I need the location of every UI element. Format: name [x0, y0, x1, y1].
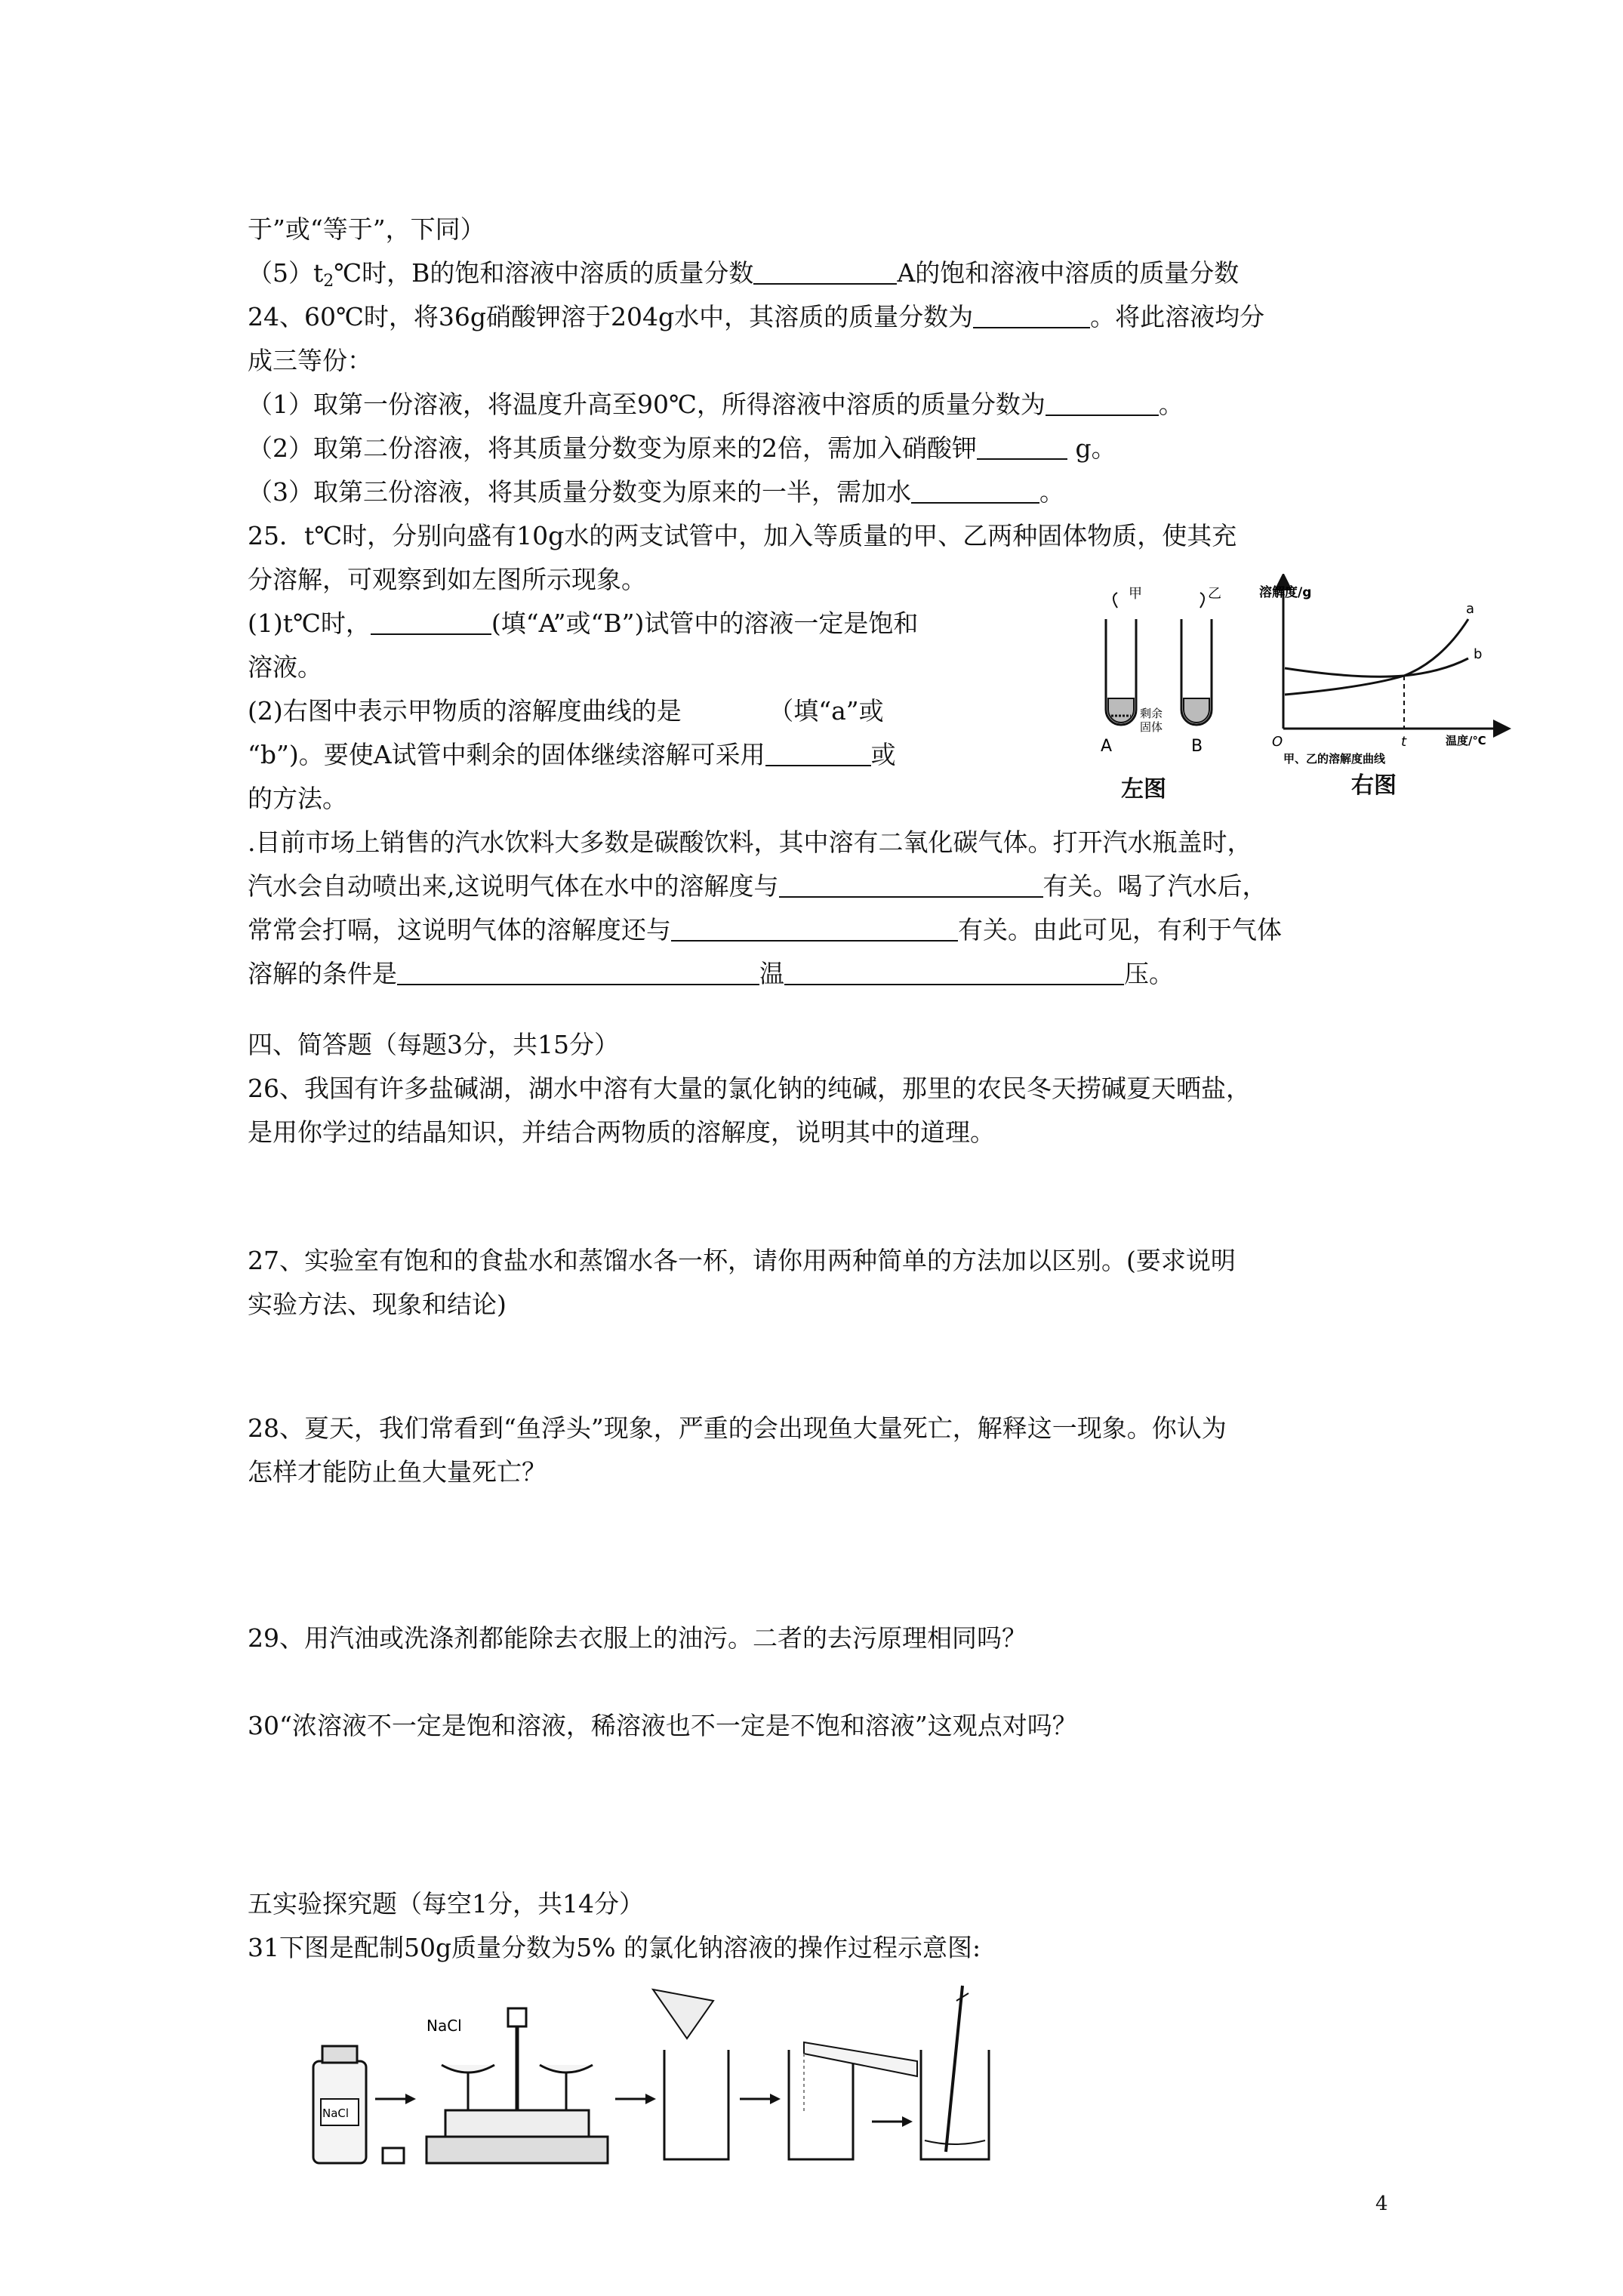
answer-blank[interactable]: [671, 917, 958, 942]
q27-line-1: 27、实验室有饱和的食盐水和蒸馏水各一杯，请你用两种简单的方法加以区别。(要求说明: [248, 1246, 1236, 1275]
gas-q-line-2: 汽水会自动喷出来,这说明气体在水中的溶解度与 有关。喝了汽水后，: [248, 871, 1267, 901]
arrow-icon: [615, 2094, 656, 2104]
t-label: t: [1401, 734, 1407, 750]
q28-line-2: 怎样才能防止鱼大量死亡？: [248, 1457, 547, 1487]
q24-line-4: （2）取第二份溶液，将其质量分数变为原来的2倍，需加入硝酸钾 g。: [248, 433, 1116, 463]
answer-blank[interactable]: [973, 304, 1090, 328]
arrow-icon: [872, 2116, 913, 2127]
q24-line-5: （3）取第三份溶液，将其质量分数变为原来的一半，需加水 。: [248, 477, 1064, 507]
preparation-steps-illustration: [306, 1978, 1030, 2174]
x-axis-label: 温度/℃: [1446, 734, 1486, 747]
section-5-title: 五实验探究题（每空1分，共14分）: [248, 1889, 644, 1918]
beaker-1: [653, 1989, 728, 2159]
q25-line-3: (1)t℃时， (填“A”或“B”)试管中的溶液一定是饱和: [248, 609, 919, 638]
answer-blank[interactable]: [911, 479, 1039, 504]
q26-line-2: 是用你学过的结晶知识，并结合两物质的溶解度，说明其中的道理。: [248, 1117, 995, 1147]
bottle-label: NaCl: [322, 2106, 350, 2120]
q28-line-1: 28、夏天，我们常看到“鱼浮头”现象，严重的会出现鱼大量死亡，解释这一现象。你认为: [248, 1413, 1227, 1443]
arrow-icon: [1200, 593, 1204, 608]
q25-line-1: 25．t℃时，分别向盛有10g水的两支试管中，加入等质量的甲、乙两种固体物质，使其充: [248, 521, 1237, 550]
q24-line-1: 24、60℃时，将36g硝酸钾溶于204g水中，其溶质的质量分数为 。将此溶液均分: [248, 302, 1265, 331]
q27-line-2: 实验方法、现象和结论): [248, 1290, 507, 1319]
y-axis-label: 溶解度/g: [1259, 585, 1312, 600]
origin-label: O: [1272, 734, 1283, 750]
q25-line-2: 分溶解，可观察到如左图所示现象。: [248, 565, 646, 594]
solution-preparation-figure: [306, 1978, 1030, 2174]
q31-line: 31下图是配制50g质量分数为5% 的氯化钠溶液的操作过程示意图:: [248, 1933, 981, 1962]
curve-b-label: b: [1474, 646, 1483, 662]
answer-blank[interactable]: [977, 436, 1067, 460]
answer-blank[interactable]: [784, 961, 1124, 985]
bottle-cap: [383, 2148, 404, 2163]
q26-line-1: 26、我国有许多盐碱湖，湖水中溶有大量的氯化钠的纯碱，那里的农民冬天捞碱夏天晒盐，: [248, 1074, 1251, 1103]
gas-q-line-3: 常常会打嗝，这说明气体的溶解度还与 有关。由此可见，有利于气体: [248, 915, 1282, 945]
q29-line: 29、用汽油或洗涤剂都能除去衣服上的油污。二者的去污原理相同吗？: [248, 1623, 1027, 1653]
gas-q-line-4: 溶解的条件是 温 压。: [248, 959, 1174, 988]
beaker-2: [789, 2042, 917, 2159]
q23-line-1: 于”或“等于”，下同）: [248, 214, 485, 244]
arrow-icon: [375, 2094, 416, 2104]
test-tubes-illustration: [1087, 581, 1238, 770]
page-number: 4: [1375, 2193, 1388, 2215]
gas-q-line-1: .目前市场上销售的汽水饮料大多数是碳酸饮料，其中溶有二氧化碳气体。打开汽水瓶盖时，: [248, 827, 1252, 857]
balance-scale: [427, 2008, 608, 2163]
curve-a: [1285, 619, 1468, 695]
tube-a-label: A: [1101, 737, 1113, 756]
q24-line-3: （1）取第一份溶液，将温度升高至90℃，所得溶液中溶质的质量分数为 。: [248, 390, 1184, 419]
q25-line-6: “b”)。要使A试管中剩余的固体继续溶解可采用 或: [248, 740, 896, 769]
q25-line-5: (2)右图中表示甲物质的溶解度曲线的是 （填“a”或: [248, 696, 884, 726]
chart-title: 甲、乙的溶解度曲线: [1283, 752, 1386, 766]
answer-blank[interactable]: [753, 260, 897, 285]
beaker-3: [921, 1986, 989, 2159]
curve-a-label: a: [1466, 601, 1475, 617]
balance-label: NaCl: [427, 2017, 462, 2035]
q23-line-2: $(5)t_2℃$时，B的饱和溶液中溶质的质量分数 A的饱和溶液中溶质的质量分数: [248, 258, 1240, 291]
answer-blank[interactable]: [765, 742, 871, 766]
section-4-title: 四、简答题（每题3分，共15分）: [248, 1030, 619, 1059]
left-figure-caption: 左图: [1121, 776, 1166, 803]
answer-blank[interactable]: [779, 874, 1043, 898]
test-tube-figure: [1087, 581, 1238, 803]
tube-a-top-label: 甲: [1129, 586, 1142, 602]
q25-line-7: 的方法。: [248, 784, 347, 813]
curve-b: [1285, 658, 1468, 676]
arrow-icon: [740, 2094, 781, 2104]
nacl-bottle: [313, 2046, 366, 2163]
tube-b-label: B: [1191, 737, 1203, 756]
solubility-curve-chart: [1253, 574, 1525, 770]
q25-line-4: 溶液。: [248, 652, 322, 682]
answer-blank[interactable]: [397, 961, 759, 985]
residue-label-2: 固体: [1140, 720, 1163, 734]
q30-line: 30“浓溶液不一定是饱和溶液，稀溶液也不一定是不饱和溶液”这观点对吗？: [248, 1711, 1077, 1740]
tube-b-solution: [1184, 698, 1209, 723]
residue-label-1: 剩余: [1140, 707, 1163, 720]
tube-a-solution: [1108, 698, 1134, 723]
arrow-icon: [1113, 593, 1117, 608]
tube-b-top-label: 乙: [1208, 586, 1221, 602]
solubility-chart-figure: [1253, 574, 1525, 800]
answer-blank[interactable]: [1046, 392, 1159, 416]
right-figure-caption: 右图: [1351, 772, 1397, 799]
answer-blank[interactable]: [371, 611, 491, 635]
q24-line-2: 成三等份：: [248, 346, 372, 375]
